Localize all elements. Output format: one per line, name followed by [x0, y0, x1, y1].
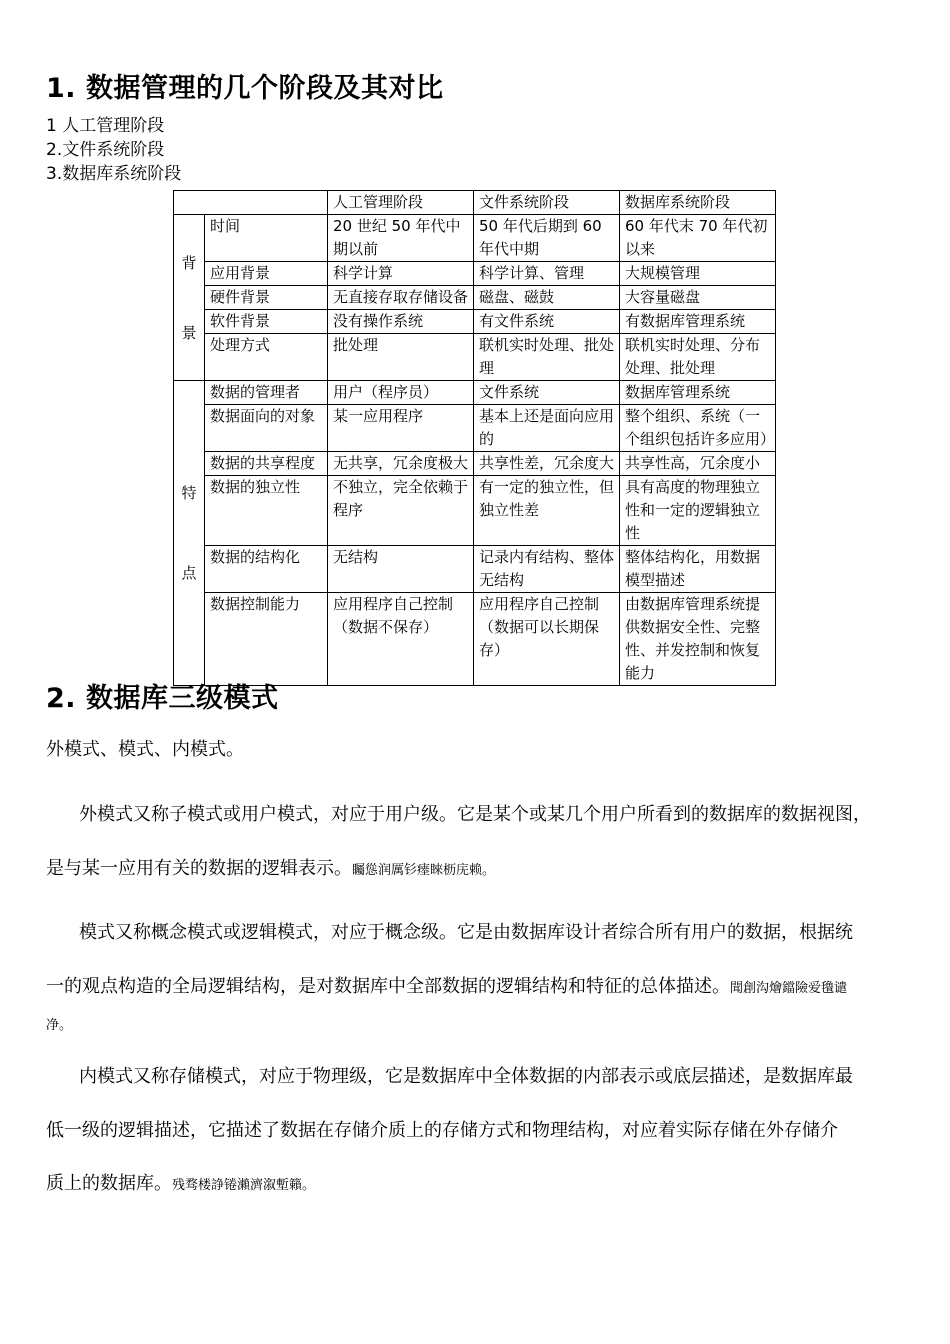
- paragraph-line: 低一级的逻辑描述，它描述了数据在存储介质上的存储方式和物理结构，对应着实际存储在外存储介: [46, 1120, 838, 1141]
- table-cell: 联机实时处理、分布处理、批处理: [620, 334, 776, 381]
- table-cell: 文件系统: [474, 381, 620, 405]
- header-cell: 人工管理阶段: [328, 191, 474, 215]
- table-cell: 60 年代末 70 年代初以来: [620, 215, 776, 262]
- paragraph-internal-schema: [46, 1062, 908, 1202]
- table-cell: 整个组织、系统（一个组织包括许多应用）: [620, 405, 776, 452]
- table-cell: 用户（程序员）: [328, 381, 474, 405]
- table-cell: 20 世纪 50 年代中期以前: [328, 215, 474, 262]
- section2-title: 2. 数据库三级模式: [46, 683, 279, 714]
- row-label-cell: 数据控制能力: [205, 593, 328, 686]
- row-label-cell: 数据的结构化: [205, 546, 328, 593]
- row-label-cell: 数据的管理者: [205, 381, 328, 405]
- paragraph-text: 一的观点构造的全局逻辑结构，是对数据库中全部数据的逻辑结构和特征的总体描述。: [46, 976, 730, 997]
- table-cell: 基本上还是面向应用的: [474, 405, 620, 452]
- table-cell: 应用程序自己控制（数据不保存）: [328, 593, 474, 686]
- table-cell: 具有高度的物理独立性和一定的逻辑独立性: [620, 476, 776, 546]
- noise-text: 残骛楼諍锩瀨濟溆塹籟。: [172, 1178, 316, 1193]
- paragraph-line: 模式又称概念模式或逻辑模式，对应于概念级。它是由数据库设计者综合所有用户的数据，根据统: [79, 922, 853, 943]
- table-cell: 磁盘、磁鼓: [474, 286, 620, 310]
- row-label-cell: 硬件背景: [205, 286, 328, 310]
- row-label-cell: 数据的独立性: [205, 476, 328, 546]
- table-cell: 科学计算、管理: [474, 262, 620, 286]
- section2-intro: 外模式、模式、内模式。: [46, 739, 244, 760]
- paragraph-text: 质上的数据库。: [46, 1173, 172, 1194]
- table-cell: 整体结构化，用数据模型描述: [620, 546, 776, 593]
- table-cell: 由数据库管理系统提供数据安全性、完整性、并发控制和恢复能力: [620, 593, 776, 686]
- table-cell: 数据库管理系统: [620, 381, 776, 405]
- category-label: 特点: [181, 484, 197, 582]
- stage-item: 3.数据库系统阶段: [46, 164, 182, 184]
- table-row: [174, 215, 776, 262]
- row-label-cell: 应用背景: [205, 262, 328, 286]
- table-cell: 科学计算: [328, 262, 474, 286]
- noise-text: 矚慫润厲钐瘗睞枥庑赖。: [352, 863, 496, 878]
- header-cell-empty: [174, 191, 328, 215]
- table-cell: 无直接存取存储设备: [328, 286, 474, 310]
- paragraph-line: [46, 1169, 315, 1195]
- table-row: [174, 476, 776, 546]
- table-row: [174, 452, 776, 476]
- noise-text: 聞創沟燴鐺險爱氇谴: [730, 981, 848, 996]
- table-row: [174, 310, 776, 334]
- paragraph-line: [46, 854, 495, 880]
- category-label: 背景: [181, 253, 197, 342]
- table-row: [174, 262, 776, 286]
- table-row: [174, 334, 776, 381]
- table-cell: 大容量磁盘: [620, 286, 776, 310]
- noise-text: 净。: [46, 1018, 73, 1033]
- table-cell: 大规模管理: [620, 262, 776, 286]
- row-label-cell: 软件背景: [205, 310, 328, 334]
- section1-title: 1. 数据管理的几个阶段及其对比: [46, 73, 444, 104]
- table-row: [174, 405, 776, 452]
- header-cell: 数据库系统阶段: [620, 191, 776, 215]
- table-cell: 有数据库管理系统: [620, 310, 776, 334]
- header-cell: 文件系统阶段: [474, 191, 620, 215]
- category-cell: [174, 215, 205, 381]
- paragraph-external-schema: [46, 800, 908, 890]
- row-label-cell: 数据的共享程度: [205, 452, 328, 476]
- table-row: [174, 286, 776, 310]
- table-cell: 不独立，完全依赖于程序: [328, 476, 474, 546]
- row-label-cell: 数据面向的对象: [205, 405, 328, 452]
- table-cell: 有文件系统: [474, 310, 620, 334]
- table-cell: 联机实时处理、批处理: [474, 334, 620, 381]
- table-cell: 无共享，冗余度极大: [328, 452, 474, 476]
- paragraph-line: [46, 972, 847, 998]
- paragraph-line: 内模式又称存储模式，对应于物理级，它是数据库中全体数据的内部表示或底层描述，是数据库最: [79, 1066, 853, 1087]
- table-cell: 共享性差，冗余度大: [474, 452, 620, 476]
- table-header-row: [174, 191, 776, 215]
- table-cell: 有一定的独立性，但独立性差: [474, 476, 620, 546]
- table-cell: 没有操作系统: [328, 310, 474, 334]
- category-cell: [174, 381, 205, 686]
- table-row: [174, 381, 776, 405]
- table-cell: 记录内有结构、整体无结构: [474, 546, 620, 593]
- stage-item: 2.文件系统阶段: [46, 140, 165, 160]
- table-cell: 50 年代后期到 60 年代中期: [474, 215, 620, 262]
- table-cell: 共享性高，冗余度小: [620, 452, 776, 476]
- paragraph-line: 外模式又称子模式或用户模式，对应于用户级。它是某个或某几个用户所看到的数据库的数据视图，: [79, 804, 871, 825]
- table-cell: 某一应用程序: [328, 405, 474, 452]
- table-cell: 无结构: [328, 546, 474, 593]
- table-cell: 批处理: [328, 334, 474, 381]
- table-row: [174, 593, 776, 686]
- table-row: [174, 546, 776, 593]
- row-label-cell: 时间: [205, 215, 328, 262]
- table-cell: 应用程序自己控制（数据可以长期保存）: [474, 593, 620, 686]
- row-label-cell: 处理方式: [205, 334, 328, 381]
- paragraph-text: 是与某一应用有关的数据的逻辑表示。: [46, 858, 352, 879]
- comparison-table: [173, 190, 776, 686]
- paragraph-conceptual-schema: [46, 918, 908, 1038]
- stage-item: 1 人工管理阶段: [46, 116, 165, 136]
